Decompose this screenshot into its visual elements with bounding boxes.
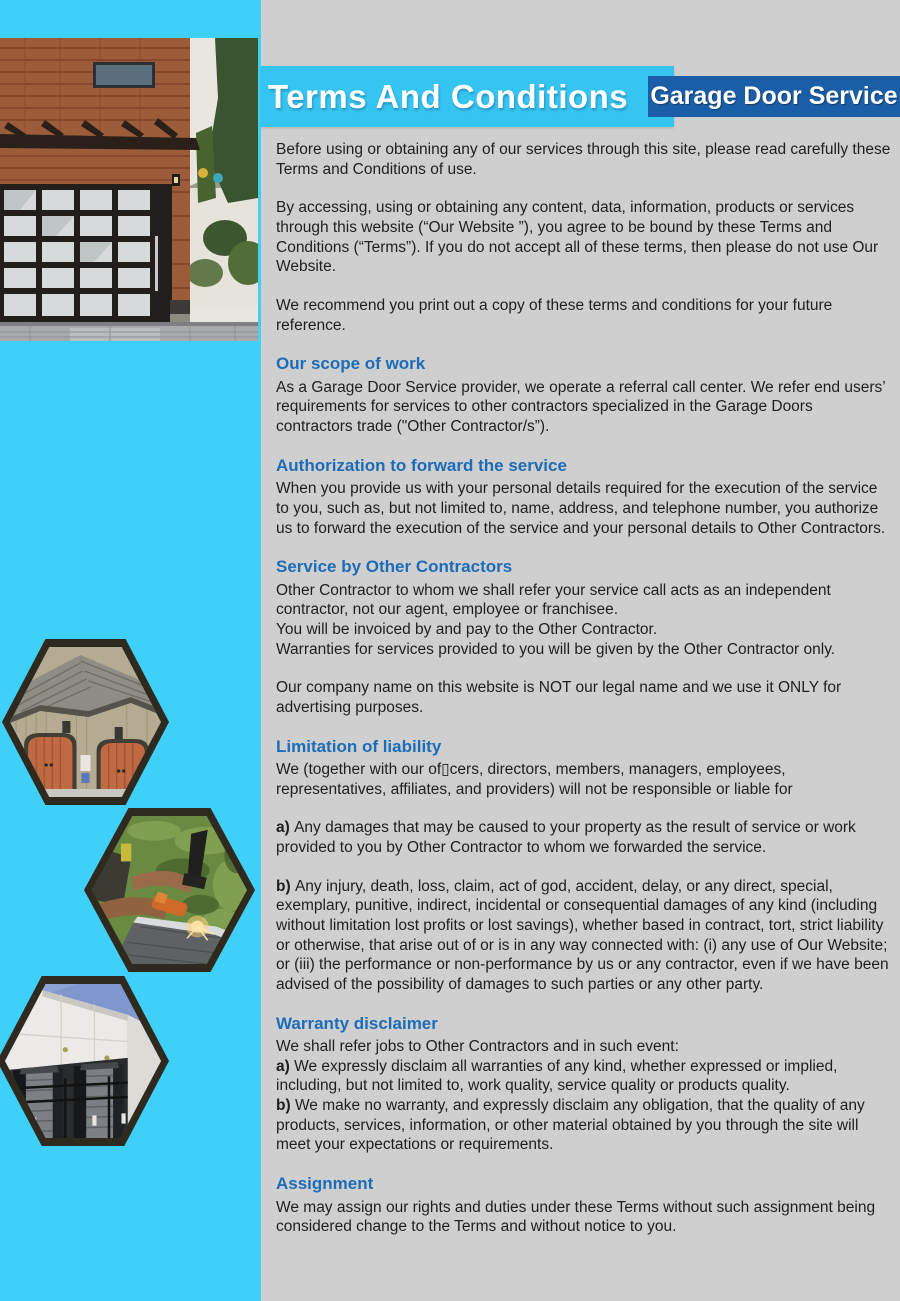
list-marker: b) [276, 877, 295, 895]
section-paragraph [276, 378, 892, 437]
garage-door-repair-welding-photo [92, 816, 247, 964]
section-line [276, 1096, 892, 1155]
list-marker: a) [276, 819, 295, 837]
section-heading: Assignment [276, 1174, 374, 1194]
section-heading: Service by Other Contractors [276, 557, 513, 577]
section-line: We shall refer jobs to Other Contractors and in such event: [276, 1038, 679, 1056]
paragraph-text: We may assign our rights and duties under these Terms without such assignment being considered change to the Terms and without notice to you. [276, 1198, 876, 1236]
paragraph-text: Our company name on this website is NOT our legal name and we use it ONLY for advertising purposes. [276, 679, 842, 716]
terms-text-column [276, 140, 892, 1256]
section-heading: Authorization to forward the service [276, 455, 567, 475]
section-heading: Our scope of work [276, 354, 426, 374]
section-paragraph [276, 479, 892, 538]
hero-photo [0, 38, 258, 341]
paragraph-text: When you provide us with your personal details required for the execution of the service to you, such as, but not limited to, name, address, and telephone number, you authorize us to forward the execution of the service and your personal details to Other Contractors. [276, 480, 886, 537]
paragraph-text: We expressly disclaim all warranties of any kind, whether expressed or implied, including, but not limited to, work quality, service quality or products quality. [276, 1057, 838, 1095]
commercial-loading-dock-doors-photo [5, 984, 161, 1138]
section-paragraph [276, 678, 892, 717]
intro-paragraph: Before using or obtaining any of our services through this site, please read carefully these Terms and Conditions of use. [276, 141, 891, 178]
section-heading: Warranty disclaimer [276, 1013, 438, 1033]
double-carriage-garage-doors-photo [10, 647, 161, 797]
section-paragraph [276, 877, 892, 995]
paragraph-text: Any damages that may be caused to your property as the result of service or work provided to you by Other Contractor to whom we forwarded the service. [276, 819, 856, 857]
brand-banner [648, 76, 900, 117]
section-line: Warranties for services provided to you will be given by the Other Contractor only. [276, 640, 836, 658]
paragraph-text: We (together with our of▯cers, directors, members, managers, employees, representatives, affiliates, and providers) will not be responsible or liable for [276, 761, 793, 798]
intro-paragraph: By accessing, using or obtaining any content, data, information, products or services through this website (“Our Website ”), you agree to be bound by these Terms and Conditions (“Terms”). If you do not accept all of these terms, then please do not use Our Website. [276, 199, 879, 276]
paragraph-text: We make no warranty, and expressly disclaim any obligation, that the quality of any products, services, information, or other material obtained by you through the site will meet your expectations or requirements. [276, 1097, 865, 1154]
section-paragraph [276, 760, 892, 799]
section-line: You will be invoiced by and pay to the Other Contractor. [276, 620, 658, 638]
paragraph-text: As a Garage Door Service provider, we operate a referral call center. We refer end users’ requirements for services to other contractors specialized in the Garage Doors contractors trade ("Other Contractor/s”). [276, 378, 886, 436]
hexagon-frame-1 [2, 639, 169, 805]
intro-paragraph: We recommend you print out a copy of these terms and conditions for your future reference. [276, 297, 833, 334]
section-line: Other Contractor to whom we shall refer your service call acts as an independent contractor, not our agent, employee or franchisee. [276, 581, 831, 619]
hexagon-frame-3 [0, 976, 169, 1146]
brand-name: Garage Door Service [650, 82, 898, 110]
sidebar [0, 0, 261, 1301]
title-banner [261, 66, 674, 127]
page-title: Terms And Conditions [268, 77, 629, 115]
section-paragraph [276, 1198, 892, 1237]
section-paragraph [276, 818, 892, 857]
modern-glass-garage-door-photo [0, 38, 258, 341]
section-heading: Limitation of liability [276, 736, 442, 756]
section-line [276, 1057, 892, 1096]
paragraph-text: Any injury, death, loss, claim, act of god, accident, delay, or any direct, special, exemplary, punitive, indirect, incidental or consequential damages of any kind (including without limitation lost profits or lost savings), whether based in contract, tort, strict liability or otherwise, that arise out of or is in any way connected with: (i) any use of Our Website; or (iii) the performance or non-performance by us or any contractor, even if we have been advised of the possibility of damages to such parties or any other party. [276, 877, 889, 994]
hexagon-frame-2 [84, 808, 255, 972]
list-marker: a) [276, 1057, 295, 1075]
list-marker: b) [276, 1097, 295, 1115]
